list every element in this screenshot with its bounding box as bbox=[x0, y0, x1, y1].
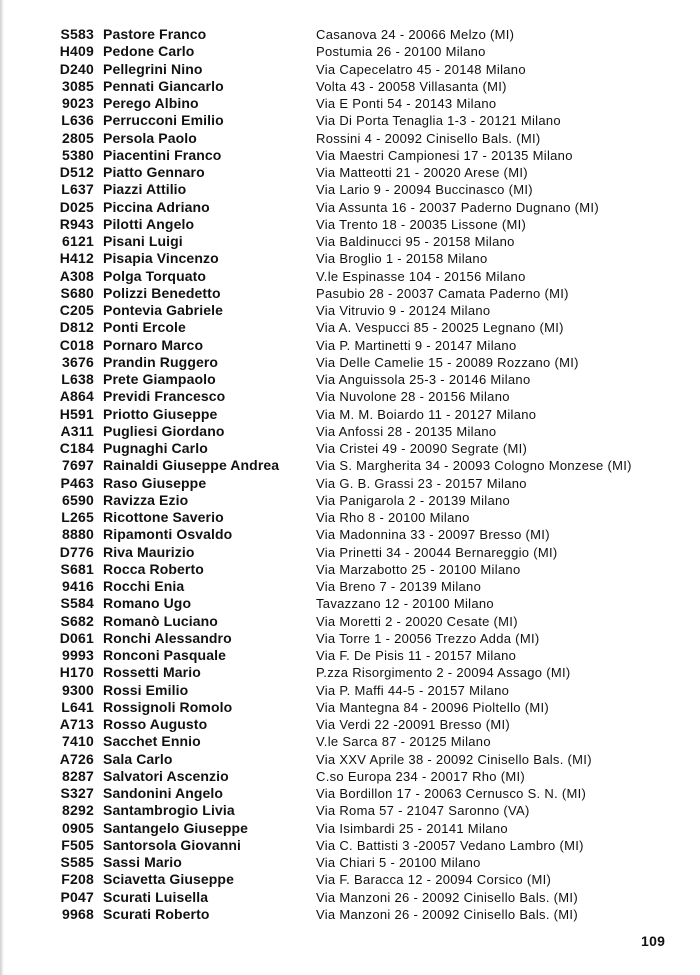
listing-row bbox=[0, 561, 700, 578]
member-code: 7410 bbox=[62, 733, 94, 750]
listing-row bbox=[0, 285, 700, 302]
member-name: Polizzi Benedetto bbox=[103, 284, 221, 301]
member-name: Perego Albino bbox=[103, 95, 199, 111]
member-code: 5380 bbox=[62, 146, 94, 163]
listing-row bbox=[0, 544, 700, 561]
listing-row bbox=[0, 457, 700, 474]
member-name: Ronchi Alessandro bbox=[103, 629, 232, 646]
member-code: 7697 bbox=[62, 457, 94, 474]
member-address: Via Chiari 5 - 20100 Milano bbox=[316, 855, 481, 870]
listing-row bbox=[0, 820, 700, 837]
listing-row bbox=[0, 164, 700, 181]
member-name: Pedone Carlo bbox=[103, 43, 195, 60]
member-address: Via XXV Aprile 38 - 20092 Cinisello Bals. (MI) bbox=[316, 751, 592, 767]
listing-row bbox=[0, 233, 700, 250]
member-code: A726 bbox=[59, 750, 94, 767]
listing-row bbox=[0, 181, 700, 198]
member-code: H412 bbox=[59, 250, 94, 267]
member-name: Raso Giuseppe bbox=[103, 474, 207, 491]
member-address: V.le Sarca 87 - 20125 Milano bbox=[316, 734, 491, 750]
member-name: Rossi Emilio bbox=[103, 681, 189, 698]
member-address: C.so Europa 234 - 20017 Rho (MI) bbox=[316, 768, 526, 784]
member-code: F208 bbox=[61, 871, 94, 888]
listing-row bbox=[0, 613, 700, 630]
member-code: L265 bbox=[61, 509, 94, 525]
listing-row bbox=[0, 475, 700, 492]
member-code: 9993 bbox=[62, 647, 94, 663]
member-name: Scurati Roberto bbox=[103, 905, 210, 922]
listing-row bbox=[0, 319, 700, 336]
member-code: 6590 bbox=[62, 491, 94, 508]
member-code: 8287 bbox=[62, 767, 94, 784]
member-code: H409 bbox=[59, 43, 94, 60]
member-address: Via Baldinucci 95 - 20158 Milano bbox=[316, 234, 515, 249]
member-code: A311 bbox=[60, 422, 94, 439]
member-code: 9023 bbox=[62, 95, 94, 111]
member-name: Piatto Gennaro bbox=[103, 164, 205, 180]
member-code: D025 bbox=[59, 198, 94, 215]
member-name: Prete Giampaolo bbox=[103, 371, 216, 387]
listing-row bbox=[0, 440, 700, 457]
member-address: Via Capecelatro 45 - 20148 Milano bbox=[316, 61, 526, 77]
listing-row bbox=[0, 578, 700, 595]
member-name: Rossignoli Romolo bbox=[103, 698, 233, 715]
member-code: F505 bbox=[61, 836, 94, 853]
member-name: Piccina Adriano bbox=[103, 198, 210, 215]
member-name: Pugnaghi Carlo bbox=[103, 440, 208, 456]
member-name: Pilotti Angelo bbox=[103, 215, 195, 232]
listing-row bbox=[0, 302, 700, 319]
member-code: L637 bbox=[61, 181, 94, 198]
member-code: 8880 bbox=[62, 526, 94, 543]
member-name: Pontevia Gabriele bbox=[103, 302, 223, 318]
listing-row bbox=[0, 699, 700, 716]
member-address: Via Manzoni 26 - 20092 Cinisello Bals. (MI) bbox=[316, 889, 578, 905]
listing-row bbox=[0, 112, 700, 129]
member-name: Perrucconi Emilio bbox=[103, 112, 224, 129]
member-name: Romano Ugo bbox=[103, 595, 192, 612]
member-name: Salvatori Ascenzio bbox=[103, 767, 229, 784]
member-address: Via M. M. Boiardo 11 - 20127 Milano bbox=[316, 406, 537, 422]
member-code: C018 bbox=[59, 336, 94, 353]
member-address: Via Marzabotto 25 - 20100 Milano bbox=[316, 561, 521, 577]
member-code: 9300 bbox=[62, 681, 94, 698]
member-name: Rainaldi Giuseppe Andrea bbox=[103, 457, 280, 474]
member-name: Ricottone Saverio bbox=[103, 509, 224, 525]
listing-row bbox=[0, 250, 700, 267]
member-address: Via G. B. Grassi 23 - 20157 Milano bbox=[316, 475, 527, 491]
member-code: D240 bbox=[59, 60, 94, 77]
member-name: Sciavetta Giuseppe bbox=[103, 871, 234, 888]
member-name: Prandin Ruggero bbox=[103, 353, 219, 370]
member-listing bbox=[0, 26, 700, 923]
member-address: Via Broglio 1 - 20158 Milano bbox=[316, 251, 488, 267]
listing-row bbox=[0, 130, 700, 147]
member-code: P047 bbox=[60, 888, 94, 905]
member-name: Pellegrini Nino bbox=[103, 60, 203, 77]
member-code: 0905 bbox=[62, 819, 94, 836]
listing-row bbox=[0, 78, 700, 95]
member-address: Via Breno 7 - 20139 Milano bbox=[316, 579, 482, 594]
listing-row bbox=[0, 61, 700, 78]
member-address: Via Delle Camelie 15 - 20089 Rozzano (MI) bbox=[316, 354, 579, 370]
member-name: Ripamonti Osvaldo bbox=[103, 526, 233, 543]
member-code: L636 bbox=[61, 112, 94, 129]
member-name: Rocchi Enia bbox=[103, 578, 185, 594]
member-address: Volta 43 - 20058 Villasanta (MI) bbox=[316, 78, 507, 94]
member-address: Via Rho 8 - 20100 Milano bbox=[316, 510, 470, 525]
member-address: Via Trento 18 - 20035 Lissone (MI) bbox=[316, 216, 527, 232]
member-name: Santambrogio Livia bbox=[103, 802, 235, 819]
listing-row bbox=[0, 751, 700, 768]
listing-row bbox=[0, 406, 700, 423]
member-address: Via Panigarola 2 - 20139 Milano bbox=[316, 492, 511, 508]
listing-row bbox=[0, 837, 700, 854]
listing-row bbox=[0, 354, 700, 371]
member-address: Via Nuvolone 28 - 20156 Milano bbox=[316, 389, 510, 405]
member-name: Romanò Luciano bbox=[103, 612, 218, 629]
member-address: V.le Espinasse 104 - 20156 Milano bbox=[316, 268, 526, 284]
member-code: S584 bbox=[60, 595, 94, 612]
member-address: Via P. Maffi 44-5 - 20157 Milano bbox=[316, 682, 510, 698]
member-name: Piazzi Attilio bbox=[103, 181, 187, 198]
member-name: Previdi Francesco bbox=[103, 388, 226, 405]
member-name: Pugliesi Giordano bbox=[103, 422, 225, 439]
member-name: Sacchet Ennio bbox=[103, 733, 201, 750]
listing-row bbox=[0, 664, 700, 681]
listing-row bbox=[0, 733, 700, 750]
member-address: Via Isimbardi 25 - 20141 Milano bbox=[316, 820, 508, 836]
member-name: Pennati Giancarlo bbox=[103, 77, 224, 94]
member-name: Pisapia Vincenzo bbox=[103, 250, 219, 267]
listing-row bbox=[0, 802, 700, 819]
listing-row bbox=[0, 337, 700, 354]
member-code: 9416 bbox=[62, 578, 94, 594]
member-code: 9968 bbox=[62, 905, 94, 922]
member-name: Persola Paolo bbox=[103, 129, 197, 146]
member-name: Sandonini Angelo bbox=[103, 785, 224, 801]
member-address: Via Lario 9 - 20094 Buccinasco (MI) bbox=[316, 182, 533, 198]
member-code: L641 bbox=[61, 698, 94, 715]
listing-row bbox=[0, 95, 700, 112]
member-name: Ravizza Ezio bbox=[103, 491, 189, 508]
member-address: Pasubio 28 - 20037 Camata Paderno (MI) bbox=[316, 285, 569, 301]
member-address: Via Manzoni 26 - 20092 Cinisello Bals. (MI) bbox=[316, 906, 578, 922]
member-code: L638 bbox=[61, 371, 94, 387]
member-name: Rossetti Mario bbox=[103, 664, 201, 681]
member-code: 3085 bbox=[62, 77, 94, 94]
member-name: Rocca Roberto bbox=[103, 560, 204, 577]
member-address: Via F. Baracca 12 - 20094 Corsico (MI) bbox=[316, 872, 552, 888]
member-name: Santorsola Giovanni bbox=[103, 836, 242, 853]
member-name: Riva Maurizio bbox=[103, 543, 195, 560]
member-name: Sala Carlo bbox=[103, 750, 173, 767]
member-address: Rossini 4 - 20092 Cinisello Bals. (MI) bbox=[316, 130, 541, 146]
member-code: S327 bbox=[60, 785, 94, 801]
member-code: C205 bbox=[59, 302, 94, 318]
member-address: Casanova 24 - 20066 Melzo (MI) bbox=[316, 27, 515, 42]
listing-row bbox=[0, 492, 700, 509]
member-address: Via Prinetti 34 - 20044 Bernareggio (MI) bbox=[316, 544, 558, 560]
member-name: Ponti Ercole bbox=[103, 319, 186, 336]
listing-row bbox=[0, 26, 700, 43]
listing-row bbox=[0, 595, 700, 612]
listing-row bbox=[0, 716, 700, 733]
listing-row bbox=[0, 509, 700, 526]
listing-row bbox=[0, 647, 700, 664]
member-address: Via Maestri Campionesi 17 - 20135 Milano bbox=[316, 147, 573, 163]
member-address: Via Anguissola 25-3 - 20146 Milano bbox=[316, 372, 531, 387]
member-code: S682 bbox=[60, 612, 94, 629]
member-code: S681 bbox=[60, 560, 94, 577]
member-name: Pastore Franco bbox=[103, 26, 207, 42]
member-name: Sassi Mario bbox=[103, 854, 182, 870]
member-address: Via E Ponti 54 - 20143 Milano bbox=[316, 96, 497, 111]
member-address: Via Vitruvio 9 - 20124 Milano bbox=[316, 303, 491, 318]
listing-row bbox=[0, 268, 700, 285]
member-name: Ronconi Pasquale bbox=[103, 647, 226, 663]
listing-row bbox=[0, 216, 700, 233]
listing-row bbox=[0, 43, 700, 60]
listing-row bbox=[0, 371, 700, 388]
member-name: Rosso Augusto bbox=[103, 716, 208, 732]
member-address: Via Mantegna 84 - 20096 Pioltello (MI) bbox=[316, 699, 550, 715]
member-address: Via Madonnina 33 - 20097 Bresso (MI) bbox=[316, 527, 550, 543]
listing-row bbox=[0, 854, 700, 871]
listing-row bbox=[0, 630, 700, 647]
member-name: Scurati Luisella bbox=[103, 888, 209, 905]
member-address: Via Bordillon 17 - 20063 Cernusco S. N. (MI) bbox=[316, 786, 587, 801]
member-code: H591 bbox=[59, 405, 94, 422]
member-code: 2805 bbox=[62, 129, 94, 146]
member-code: D061 bbox=[59, 629, 94, 646]
member-address: Via Matteotti 21 - 20020 Arese (MI) bbox=[316, 165, 528, 180]
listing-row bbox=[0, 147, 700, 164]
member-code: S680 bbox=[60, 284, 94, 301]
listing-row bbox=[0, 768, 700, 785]
member-code: 8292 bbox=[62, 802, 94, 819]
member-code: A864 bbox=[59, 388, 94, 405]
member-address: Via F. De Pisis 11 - 20157 Milano bbox=[316, 648, 517, 663]
member-address: Via C. Battisti 3 -20057 Vedano Lambro (MI) bbox=[316, 837, 584, 853]
listing-row bbox=[0, 889, 700, 906]
member-address: Tavazzano 12 - 20100 Milano bbox=[316, 596, 494, 612]
member-name: Pornaro Marco bbox=[103, 336, 204, 353]
member-code: 3676 bbox=[62, 353, 94, 370]
listing-row bbox=[0, 785, 700, 802]
member-name: Piacentini Franco bbox=[103, 146, 222, 163]
member-code: D812 bbox=[59, 319, 94, 336]
member-address: Via Assunta 16 - 20037 Paderno Dugnano (MI) bbox=[316, 199, 599, 215]
listing-row bbox=[0, 423, 700, 440]
member-code: 6121 bbox=[62, 233, 94, 249]
member-address: Postumia 26 - 20100 Milano bbox=[316, 44, 486, 60]
listing-row bbox=[0, 199, 700, 216]
member-code: S585 bbox=[60, 854, 94, 870]
member-code: R943 bbox=[59, 215, 94, 232]
member-code: A308 bbox=[59, 267, 94, 284]
member-code: C184 bbox=[59, 440, 94, 456]
member-code: D512 bbox=[59, 164, 94, 180]
member-address: Via A. Vespucci 85 - 20025 Legnano (MI) bbox=[316, 320, 564, 336]
member-name: Santangelo Giuseppe bbox=[103, 819, 249, 836]
member-name: Priotto Giuseppe bbox=[103, 405, 218, 422]
member-name: Polga Torquato bbox=[103, 267, 207, 284]
member-address: Via Moretti 2 - 20020 Cesate (MI) bbox=[316, 613, 518, 629]
member-address: P.zza Risorgimento 2 - 20094 Assago (MI) bbox=[316, 665, 571, 681]
listing-row bbox=[0, 388, 700, 405]
member-code: H170 bbox=[59, 664, 94, 681]
member-address: Via Cristei 49 - 20090 Segrate (MI) bbox=[316, 441, 528, 456]
listing-row bbox=[0, 906, 700, 923]
listing-row bbox=[0, 871, 700, 888]
member-code: A713 bbox=[59, 716, 94, 732]
member-address: Via Anfossi 28 - 20135 Milano bbox=[316, 423, 497, 439]
member-address: Via S. Margherita 34 - 20093 Cologno Monzese (MI) bbox=[316, 458, 632, 474]
member-address: Via Roma 57 - 21047 Saronno (VA) bbox=[316, 803, 530, 819]
member-code: D776 bbox=[59, 543, 94, 560]
member-address: Via P. Martinetti 9 - 20147 Milano bbox=[316, 337, 517, 353]
listing-row bbox=[0, 526, 700, 543]
member-address: Via Di Porta Tenaglia 1-3 - 20121 Milano bbox=[316, 113, 561, 129]
member-address: Via Torre 1 - 20056 Trezzo Adda (MI) bbox=[316, 630, 540, 646]
listing-row bbox=[0, 682, 700, 699]
member-code: S583 bbox=[60, 26, 94, 42]
member-name: Pisani Luigi bbox=[103, 233, 183, 249]
member-code: P463 bbox=[60, 474, 94, 491]
page-number: 109 bbox=[641, 933, 666, 949]
member-address: Via Verdi 22 -20091 Bresso (MI) bbox=[316, 717, 511, 732]
